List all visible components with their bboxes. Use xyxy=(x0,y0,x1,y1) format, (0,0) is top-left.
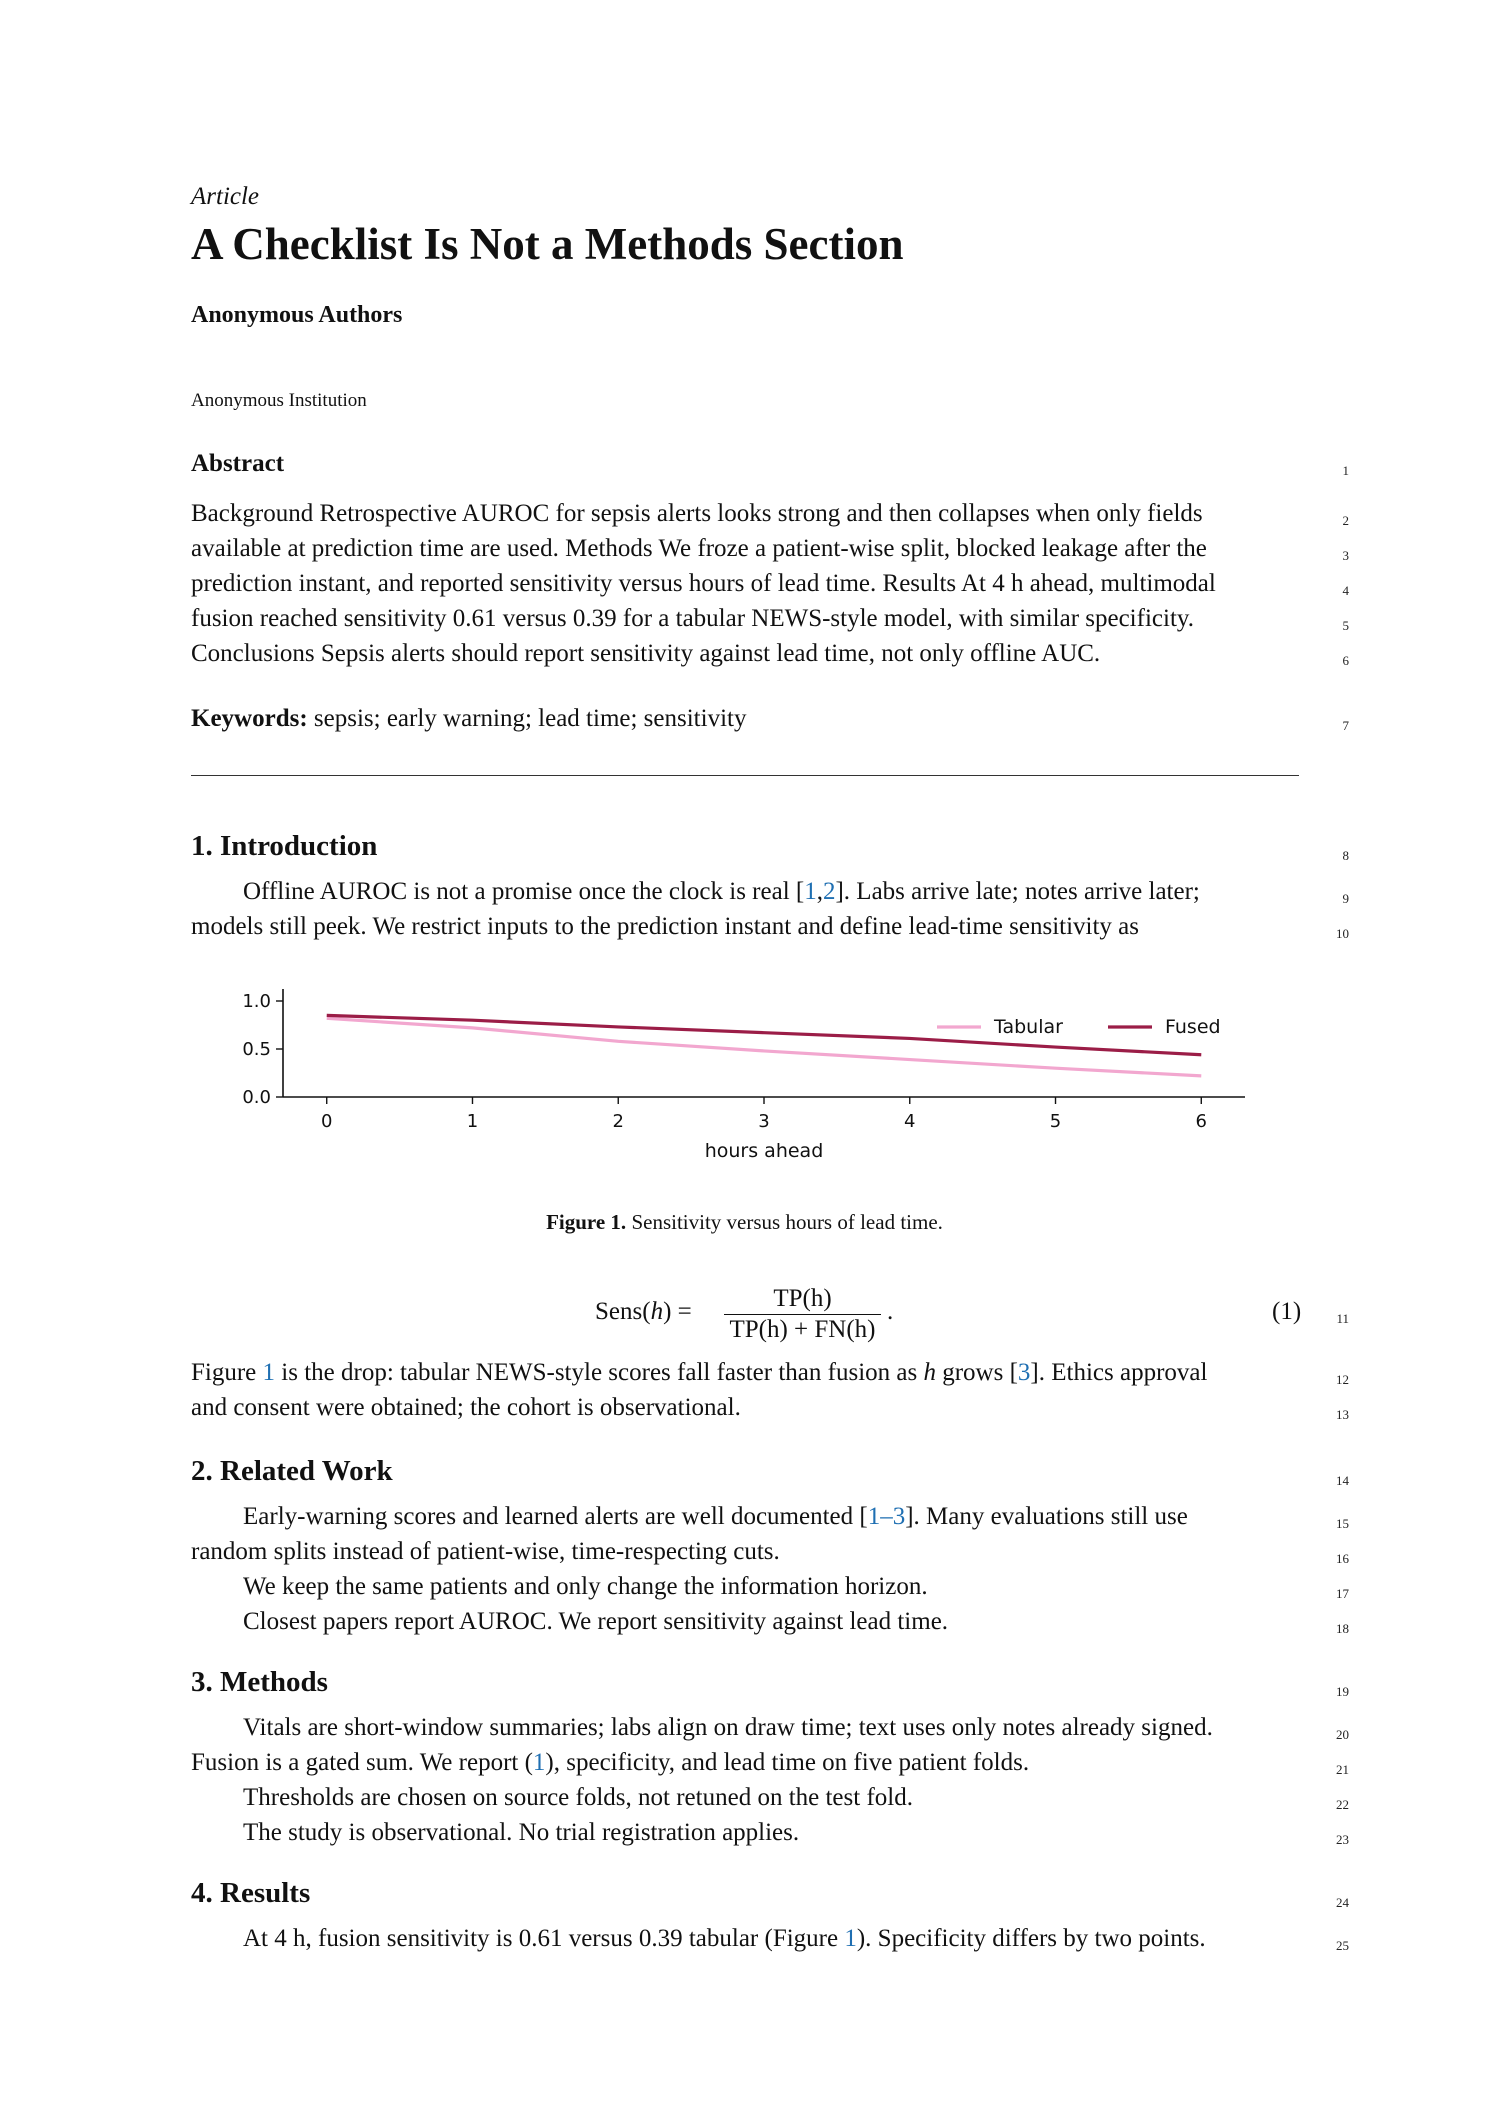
paragraph-text: ), specificity, and lead time on five patient folds. xyxy=(545,1749,1030,1776)
citation-link[interactable]: 3 xyxy=(1017,1359,1031,1386)
abstract-divider xyxy=(191,775,1299,776)
equation-1 xyxy=(595,1284,995,1346)
related-line-4: Closest papers report AUROC. We report sensitivity against lead time. xyxy=(243,1608,949,1635)
equation-number: (1) xyxy=(1272,1298,1302,1325)
equation-fraction xyxy=(720,1284,885,1345)
equation-lhs-close: ) = xyxy=(663,1298,692,1325)
figure-ref-link[interactable]: 1 xyxy=(844,1925,857,1952)
line-number: 23 xyxy=(1336,1832,1349,1847)
citation-link[interactable]: 1 xyxy=(804,878,817,905)
line-number: 19 xyxy=(1336,1684,1349,1699)
line-number: 1 xyxy=(1342,463,1349,478)
line-number: 2 xyxy=(1342,513,1349,528)
paragraph-text: Figure xyxy=(191,1359,263,1386)
y-tick-label: 0.0 xyxy=(242,1087,271,1108)
keywords-list: sepsis; early warning; lead time; sensitivity xyxy=(313,705,747,732)
line-number: 21 xyxy=(1336,1762,1349,1777)
equation-period: . xyxy=(887,1298,894,1325)
line-number: 16 xyxy=(1336,1551,1349,1566)
paragraph-text: Fusion is a gated sum. We report ( xyxy=(191,1749,533,1776)
intro-line-1 xyxy=(243,878,1343,906)
section-heading-related-work: 2. Related Work xyxy=(191,1455,393,1487)
line-number: 13 xyxy=(1336,1407,1349,1422)
equation-ref-link[interactable]: 1 xyxy=(532,1749,546,1776)
line-number: 17 xyxy=(1336,1586,1349,1601)
intro-text: Offline AUROC is not a promise once the clock is real [ xyxy=(243,878,805,905)
math-variable: h xyxy=(923,1359,936,1386)
equation-lhs xyxy=(595,1298,692,1326)
line-number: 9 xyxy=(1342,891,1349,906)
methods-line-1: Vitals are short-window summaries; labs align on draw time; text uses only notes already signed. xyxy=(243,1714,1213,1741)
line-number: 22 xyxy=(1336,1797,1349,1812)
methods-line-3: Thresholds are chosen on source folds, not retuned on the test fold. xyxy=(243,1784,913,1811)
x-axis-label: hours ahead xyxy=(704,1140,824,1162)
line-number: 5 xyxy=(1342,618,1349,633)
line-number: 10 xyxy=(1336,926,1349,941)
paragraph-text: ]. Ethics approval xyxy=(1030,1359,1208,1386)
x-tick-label: 0 xyxy=(321,1111,333,1132)
figure-caption-text: Sensitivity versus hours of lead time. xyxy=(631,1210,943,1234)
results-line-1 xyxy=(243,1925,1343,1953)
citation-link[interactable]: 1–3 xyxy=(867,1503,906,1530)
methods-line-2 xyxy=(191,1749,1291,1777)
affiliation: Anonymous Institution xyxy=(191,390,367,411)
citation-separator: , xyxy=(816,878,823,905)
paragraph-text: grows [ xyxy=(935,1359,1018,1386)
keywords-label: Keywords: xyxy=(191,705,308,732)
related-line-2: random splits instead of patient-wise, time-respecting cuts. xyxy=(191,1538,780,1565)
paragraph-text: ). Specificity differs by two points. xyxy=(856,1925,1206,1952)
equation-denominator: TP(h) + FN(h) xyxy=(729,1316,876,1343)
x-tick-label: 4 xyxy=(904,1111,916,1132)
abstract-line: available at prediction time are used. Methods We froze a patient-wise split, blocked leakage after the xyxy=(191,535,1207,562)
abstract-heading: Abstract xyxy=(191,450,285,477)
figure-caption xyxy=(0,1210,1489,1235)
paper-title: A Checklist Is Not a Methods Section xyxy=(191,219,904,269)
figure-caption-label: Figure 1. xyxy=(546,1210,627,1234)
equation-variable: h xyxy=(650,1298,664,1325)
paragraph-text: At 4 h, fusion sensitivity is 0.61 versus 0.39 tabular (Figure xyxy=(243,1925,845,1952)
x-tick-label: 3 xyxy=(758,1111,770,1132)
intro-line-2: models still peek. We restrict inputs to the prediction instant and define lead-time sensitivity as xyxy=(191,913,1140,940)
abstract-line: Background Retrospective AUROC for sepsis alerts looks strong and then collapses when only fields xyxy=(191,500,1203,527)
y-tick-label: 1.0 xyxy=(242,991,271,1012)
line-number: 4 xyxy=(1342,583,1349,598)
intro-text: ]. Labs arrive late; notes arrive later; xyxy=(835,878,1200,905)
related-line-3: We keep the same patients and only change the information horizon. xyxy=(243,1573,928,1600)
abstract-line: prediction instant, and reported sensitivity versus hours of lead time. Results At 4 h ahead, multimodal xyxy=(191,570,1216,597)
line-number: 7 xyxy=(1342,718,1349,733)
line-number: 25 xyxy=(1336,1938,1349,1953)
line-number: 14 xyxy=(1336,1473,1349,1488)
authors: Anonymous Authors xyxy=(191,302,403,328)
legend-label: Fused xyxy=(1165,1016,1221,1038)
abstract-line: fusion reached sensitivity 0.61 versus 0.39 for a tabular NEWS-style model, with similar specificity. xyxy=(191,605,1195,632)
line-number: 20 xyxy=(1336,1727,1349,1742)
sensitivity-chart xyxy=(200,975,1280,1175)
figure-discussion-line-1 xyxy=(191,1359,1291,1387)
paragraph-text: Early-warning scores and learned alerts are well documented [ xyxy=(243,1503,868,1530)
y-tick-label: 0.5 xyxy=(242,1039,271,1060)
methods-line-4: The study is observational. No trial registration applies. xyxy=(243,1819,800,1846)
line-number: 15 xyxy=(1336,1516,1349,1531)
keywords xyxy=(191,705,1291,733)
line-number: 18 xyxy=(1336,1621,1349,1636)
article-label: Article xyxy=(191,183,260,210)
x-tick-label: 5 xyxy=(1049,1111,1062,1132)
line-number: 3 xyxy=(1342,548,1349,563)
line-number: 8 xyxy=(1342,848,1349,863)
line-number: 24 xyxy=(1336,1895,1349,1910)
abstract-line: Conclusions Sepsis alerts should report sensitivity against lead time, not only offline AUC. xyxy=(191,640,1101,667)
x-tick-label: 6 xyxy=(1195,1111,1207,1132)
line-number: 12 xyxy=(1336,1372,1349,1387)
line-number: 6 xyxy=(1342,653,1349,668)
equation-numerator: TP(h) xyxy=(773,1285,832,1312)
figure-ref-link[interactable]: 1 xyxy=(262,1359,276,1386)
section-heading-methods: 3. Methods xyxy=(191,1666,328,1698)
section-heading-introduction: 1. Introduction xyxy=(191,830,378,862)
x-tick-label: 1 xyxy=(466,1111,479,1132)
related-line-1 xyxy=(243,1503,1343,1531)
equation-lhs-func: Sens( xyxy=(595,1298,651,1325)
citation-link[interactable]: 2 xyxy=(822,878,836,905)
section-heading-results: 4. Results xyxy=(191,1877,311,1909)
x-tick-label: 2 xyxy=(612,1111,624,1132)
series-line-fused xyxy=(327,1015,1202,1054)
legend-label: Tabular xyxy=(994,1016,1063,1038)
paragraph-text: is the drop: tabular NEWS-style scores fall faster than fusion as xyxy=(275,1359,924,1386)
paragraph-text: ]. Many evaluations still use xyxy=(905,1503,1188,1530)
figure-discussion-line-2: and consent were obtained; the cohort is observational. xyxy=(191,1394,741,1421)
line-number: 11 xyxy=(1336,1311,1349,1326)
